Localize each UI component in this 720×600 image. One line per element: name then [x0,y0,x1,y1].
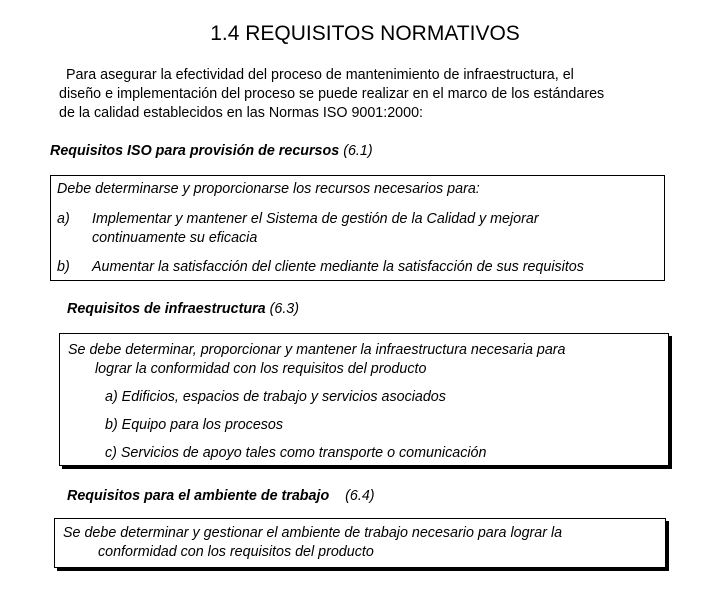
section-heading-label: Requisitos de infraestructura [67,301,266,317]
list-item: c) Servicios de apoyo tales como transporte o comunicación [105,445,487,461]
section-heading-ambiente [67,488,375,504]
section-box-infraestructura [59,333,669,466]
section-lead: Debe determinarse y proporcionarse los recursos necesarios para: [57,181,480,197]
section-heading-infraestructura [67,301,299,317]
section-lead-line: Se debe determinar y gestionar el ambiente de trabajo necesario para lograr la [63,525,563,541]
section-heading-ref: (6.3) [269,301,300,317]
list-item-text: Aumentar la satisfacción del cliente mediante la satisfacción de sus requisitos [92,259,584,275]
section-heading-label: Requisitos para el ambiente de trabajo [67,488,330,504]
intro-line: diseño e implementación del proceso se puede realizar en el marco de los estándares [59,86,605,102]
list-item [57,210,656,248]
section-lead-line: conformidad con los requisitos del producto [98,544,374,560]
section-lead-line: lograr la conformidad con los requisitos del producto [95,361,427,377]
list-item [57,258,656,277]
list-item-marker: b) [57,259,70,275]
intro-line: de la calidad establecidos en las Normas ISO 9001:2000: [59,105,423,121]
list-item: a) Edificios, espacios de trabajo y servicios asociados [105,389,446,405]
section-box-recursos [50,175,665,281]
list-item-marker: a) [57,211,70,227]
section-heading-label: Requisitos ISO para provisión de recursos [50,143,340,159]
intro-line: Para asegurar la efectividad del proceso de mantenimiento de infraestructura, el [66,67,574,83]
section-lead-line: Se debe determinar, proporcionar y mantener la infraestructura necesaria para [68,342,566,358]
list-item-line: continuamente su eficacia [92,230,258,246]
section-box-ambiente [54,518,666,568]
section-heading-ref: (6.1) [343,143,373,159]
section-heading-recursos [50,143,373,159]
intro-paragraph [59,66,679,123]
list-item-text [92,210,656,248]
list-item-line: Implementar y mantener el Sistema de gestión de la Calidad y mejorar [92,211,539,227]
page-title: 1.4 REQUISITOS NORMATIVOS [210,22,520,45]
section-heading-ref: (6.4) [345,488,375,504]
list-item: b) Equipo para los procesos [105,417,284,433]
